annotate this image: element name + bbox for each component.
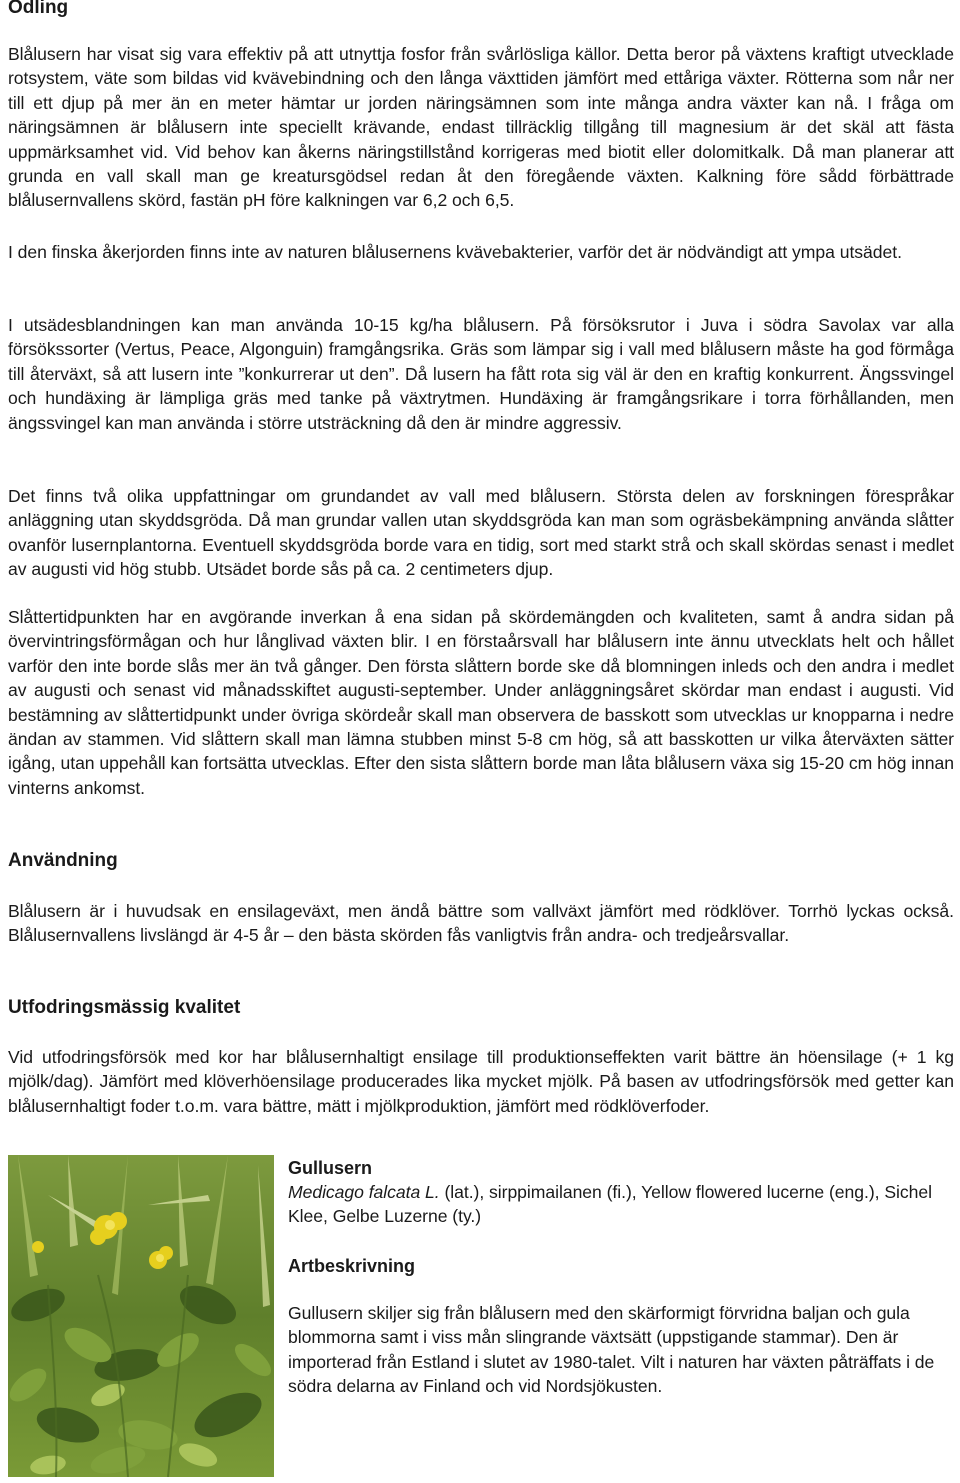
paragraph-odling-2: I den finska åkerjorden finns inte av naturen blålusernens kvävebakterier, varför det är nödvändigt att ympa utsädet. [8, 242, 902, 262]
heading-gullusern: Gullusern [288, 1158, 373, 1178]
plant-photo [8, 1155, 274, 1477]
paragraph-utfodring: Vid utfodringsförsök med kor har blålusernhaltigt ensilage till produktionseffekten varit bättre än höensilage (+ 1 kg mjölk/dag). Jämfört med klöverhöensilage producerades lika mycket mjölk. På basen av utfodringsförsök med getter kan blålusernhaltigt foder t.o.m. vara bättre, mätt i mjölkproduktion, jämfört med rödklöverfoder. [8, 1047, 954, 1116]
paragraph-odling-1: Blålusern har visat sig vara effektiv på att utnyttja fosfor från svårlösliga källor. Detta beror på växtens kraftigt utvecklade rotsystem, väte som bildas vid kvävebindning och den långa växttiden jämfört med ettåriga växter. Rötterna som når ner till ett djup på mer än en meter hämtar ur jorden näringsämnen som inte många andra växter kan nå. I fråga om näringsämnen är blålusern inte speciellt krävande, endast tillräcklig tillgång till magnesium är det skäl att fästa uppmärksamhet vid. Vid behov kan åkerns näringstillstånd korrigeras med biotit eller dolomitkalk. Då man planerar att grunda en vall skall man ge kreatursgödsel redan åt den föregående växten. Kalkning före sådd förbättrade blålusernvallens skörd, fastän pH före kalkningen var 6,2 och 6,5. [8, 44, 954, 211]
heading-artbeskrivning: Artbeskrivning [288, 1256, 416, 1276]
heading-utfodring: Utfodringsmässig kvalitet [8, 997, 241, 1018]
heading-anvandning: Användning [8, 850, 118, 871]
paragraph-odling-4: Det finns två olika uppfattningar om grundandet av vall med blålusern. Största delen av forskningen förespråkar anläggning utan skyddsgröda. Då man grundar vallen utan skyddsgröda kan man som ogräsbekämpning använda slåtter ovanför lusernplantorna. Eventuell skyddsgröda borde vara en tidig, sort med starkt strå och skall skördas senast i medlet av augusti vid hög stubb. Utsädet borde sås på ca. 2 centimeters djup. [8, 486, 954, 580]
plant-photo-icon [8, 1155, 274, 1477]
paragraph-odling-5: Slåttertidpunkten har en avgörande inverkan å ena sidan på skördemängden och kvaliteten, samt å andra sidan på övervintringsförmågan och hur långlivad växten blir. I en förstaårsvall har blålusern inte ännu utvecklats helt och hållet varför den inte borde slås mer än två gånger. Den första slåttern borde ske då blomningen inleds och den andra i medlet av augusti och senast vid månadsskiftet augusti-september. Under anläggningsåret skördar man endast i augusti. Vid bestämning av slåttertidpunkt under övriga skördeår skall man observera de basskott som utvecklas ur knopparna i nedre ändan av stammen. Vid slåttern skall man lämna stubben minst 5-8 cm hög, så att basskotten ur vilka återväxten sätter igång, utan uppehåll kan fortsätta utvecklas. Efter den sista slåttern borde man låta blålusern växa sig 15-20 cm hög innan vinterns ankomst. [8, 607, 954, 798]
paragraph-odling-3: I utsädesblandningen kan man använda 10-15 kg/ha blålusern. På försöksrutor i Juva i södra Savolax var alla försökssorter (Vertus, Peace, Algonguin) framgångsrika. Gräs som lämpar sig i vall med blålusern måste ha god förmåga till återväxt, så att lusern inte ”konkurrerar ut den”. Då lusern ha fått rota sig väl är den en kraftig konkurrent. Ängssvingel och hundäxing är lämpliga gräs med tanke på växtrytmen. Hundäxing är framgångsrikare i torra förhållanden, men ängssvingel kan man använda i större utsträckning då den är mindre aggressiv. [8, 315, 954, 433]
common-names: (lat.), sirppimailanen (fi.), Yellow flowered lucerne (eng.), Sichel Klee, Gelbe Luzerne (ty.) [288, 1182, 932, 1227]
latin-name: Medicago falcata L. [288, 1182, 440, 1202]
paragraph-anvandning: Blålusern är i huvudsak en ensilageväxt, men ändå bättre som vallväxt jämfört med rödklöver. Torrhö lyckas också. Blålusernvallens livslängd är 4-5 år – den bästa skörden fås vanligtvis från andra- och tredjeårsvallar. [8, 901, 954, 946]
heading-odling: Odling [8, 0, 69, 18]
paragraph-artbeskrivning: Gullusern skiljer sig från blålusern med den skärformigt förvridna baljan och gula blommorna samt i viss mån slingrande växtsätt (uppstigande stammar). Den är importerad från Estland i slutet av 1980-talet. Vilt i naturen har växten påträffats i de södra delarna av Finland och vid Nordsjökusten. [288, 1303, 935, 1397]
gullusern-names [288, 1180, 956, 1229]
